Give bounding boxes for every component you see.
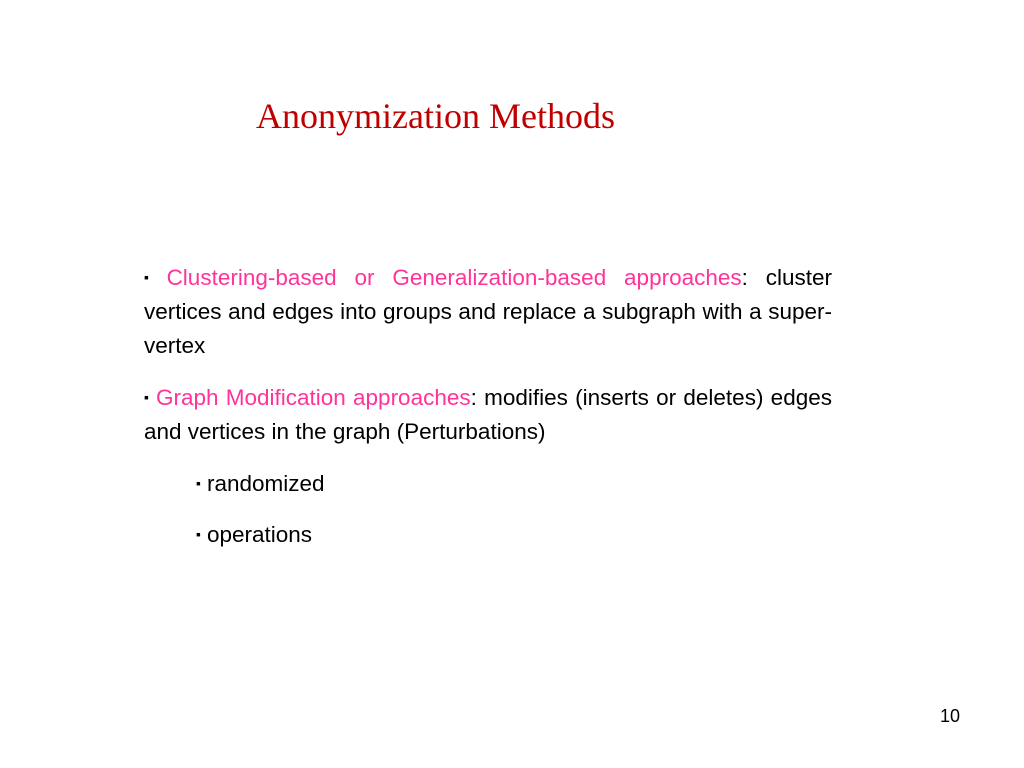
square-bullet-icon: ▪ [144, 389, 150, 405]
bullet-clustering [144, 260, 832, 363]
bullet-highlight: Graph Modification approaches [155, 385, 471, 410]
page-number: 10 [939, 706, 960, 726]
sub-bullet-label: randomized [206, 471, 325, 496]
bullet-highlight: Clustering-based or Generalization-based approaches [166, 265, 742, 290]
sub-bullet-label: operations [206, 522, 313, 547]
sub-bullet-operations [196, 517, 832, 552]
bullet-graph-modification [144, 380, 832, 449]
bullet-text: : cluster vertices and edges into groups and replace a subgraph with a super-vertex [144, 265, 832, 358]
sub-bullet-randomized [196, 466, 832, 501]
square-bullet-icon: ▪ [196, 475, 201, 491]
square-bullet-icon: ▪ [196, 526, 201, 542]
slide-title: Anonymization Methods [256, 96, 615, 136]
square-bullet-icon: ▪ [144, 269, 161, 285]
slide-body [144, 260, 832, 568]
bullet-text: : modifies (inserts or deletes) edges and vertices in the graph (Perturbations) [144, 385, 832, 444]
